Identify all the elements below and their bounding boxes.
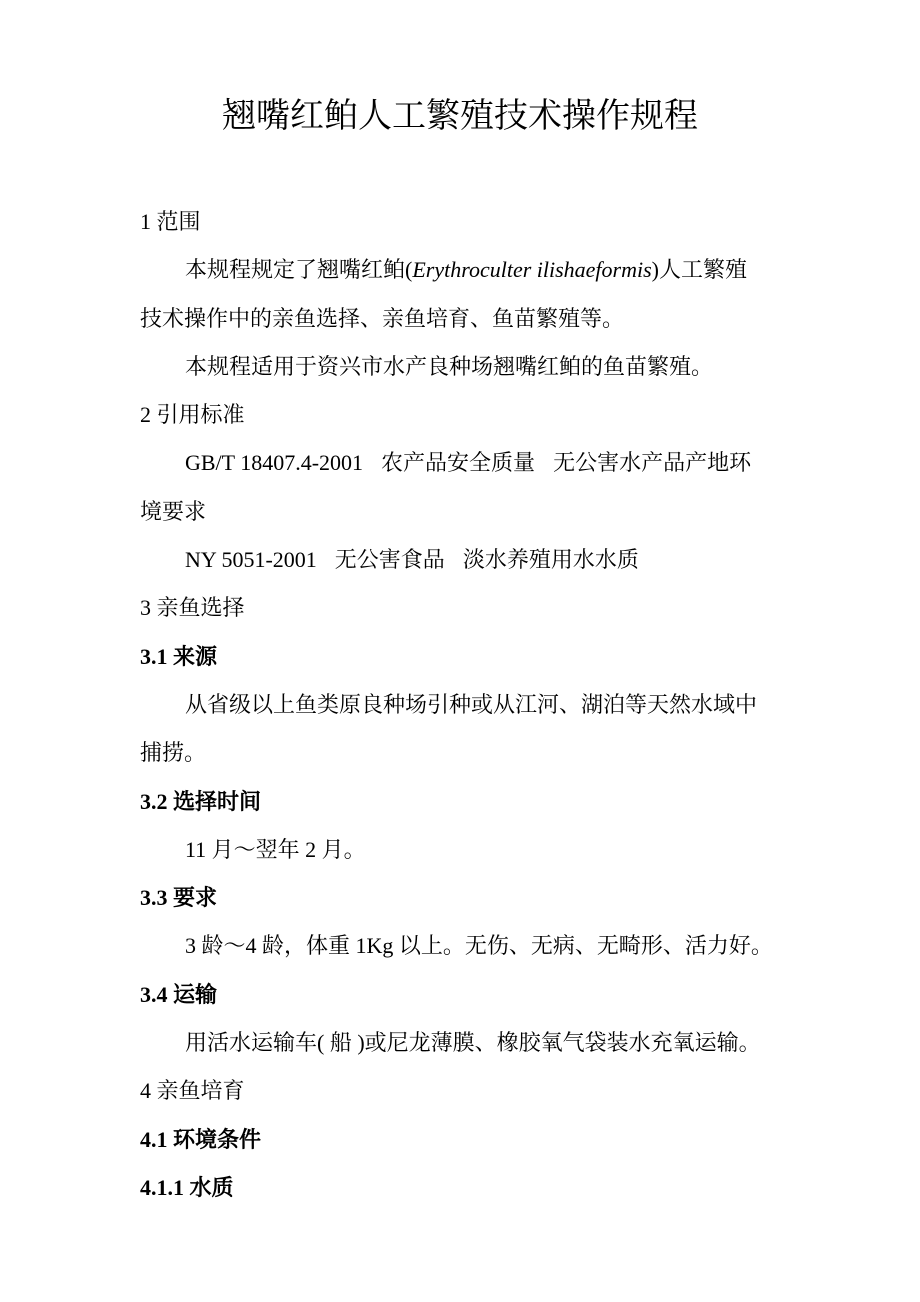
paragraph-line: 3 龄～4 龄，体重 1Kg 以上。无伤、无病、无畸形、活力好。 — [185, 933, 773, 959]
paragraph-line: 捕捞。 — [140, 740, 207, 766]
section-heading: 3 亲鱼选择 — [140, 595, 245, 621]
subsection-heading: 4.1 环境条件 — [140, 1126, 262, 1152]
reference-line — [140, 536, 785, 584]
latin-name: Erythroculter ilishaeformis — [412, 257, 652, 283]
reference-line: 境要求 — [140, 498, 207, 524]
standard-title: 淡水养殖用水水质 — [462, 547, 639, 573]
standard-title: 无公害水产品产地环 — [553, 450, 752, 476]
paragraph-line: 用活水运输车( 船 )或尼龙薄膜、橡胶氧气袋装水充氧运输。 — [185, 1030, 761, 1056]
standard-code: NY 5051-2001 — [185, 547, 317, 573]
standard-title: 无公害食品 — [334, 547, 445, 573]
document-body — [140, 198, 785, 1212]
subsection-heading: 3.1 来源 — [140, 643, 218, 669]
standard-code: GB/T 18407.4-2001 — [185, 450, 364, 476]
section-heading: 2 引用标准 — [140, 402, 245, 428]
paragraph-line: 从省级以上鱼类原良种场引种或从江河、湖泊等天然水域中 — [185, 691, 758, 717]
standard-title: 农产品安全质量 — [381, 450, 536, 476]
text: 本规程规定了翘嘴红鲌( — [185, 257, 413, 283]
subsection-heading: 3.2 选择时间 — [140, 788, 262, 814]
reference-line — [140, 439, 785, 487]
paragraph-line — [140, 246, 785, 294]
paragraph-line: 本规程适用于资兴市水产良种场翘嘴红鲌的鱼苗繁殖。 — [185, 353, 714, 379]
section-heading: 1 范围 — [140, 209, 201, 234]
section-heading: 4 亲鱼培育 — [140, 1078, 245, 1104]
paragraph-line: 技术操作中的亲鱼选择、亲鱼培育、鱼苗繁殖等。 — [140, 305, 625, 331]
subsection-heading: 4.1.1 水质 — [140, 1174, 234, 1200]
text: )人工繁殖 — [651, 257, 747, 283]
document-title: 翘嘴红鲌人工繁殖技术操作规程 — [222, 98, 698, 135]
subsection-heading: 3.4 运输 — [140, 981, 218, 1007]
subsection-heading: 3.3 要求 — [140, 885, 218, 911]
paragraph-line: 11 月～翌年 2 月。 — [185, 836, 366, 862]
